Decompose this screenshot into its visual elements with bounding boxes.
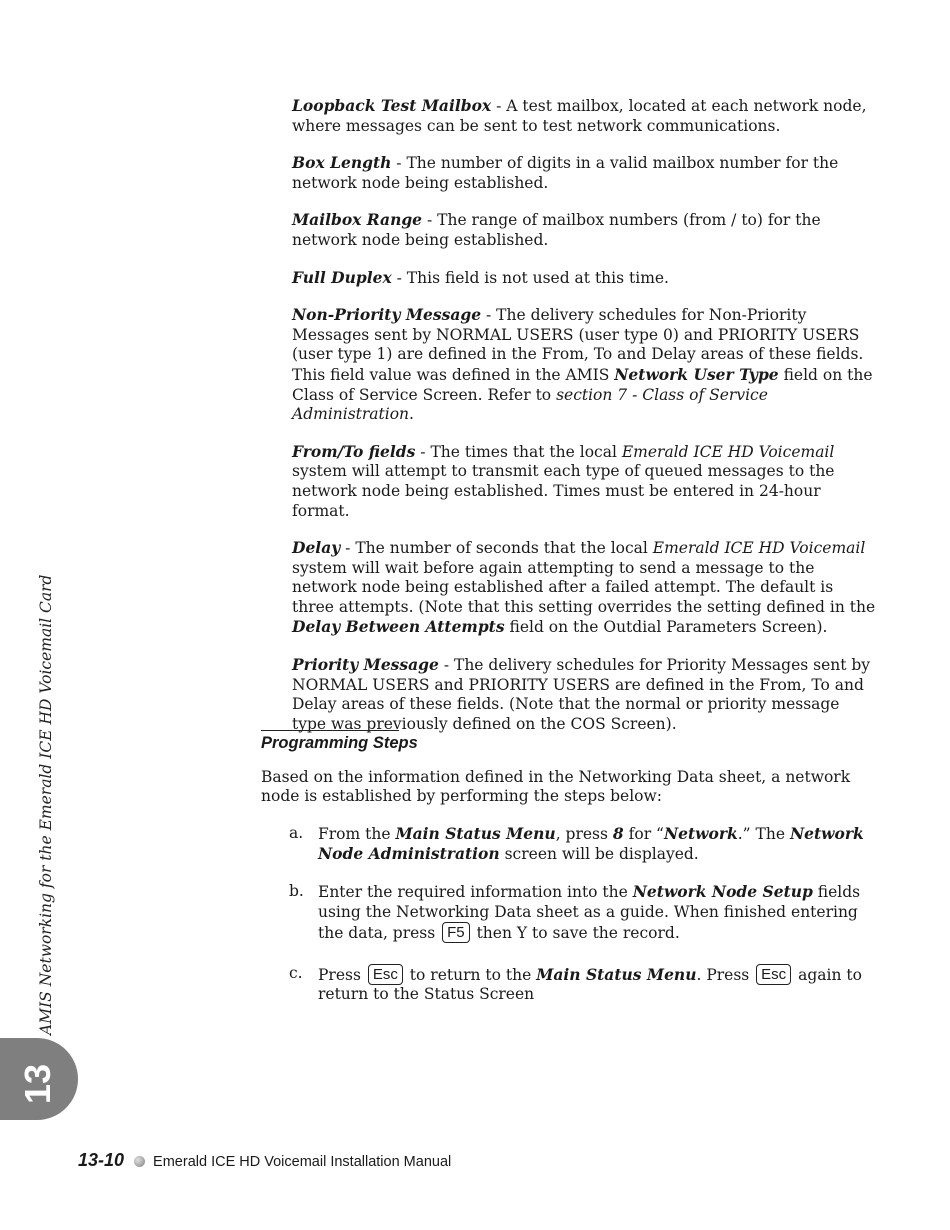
chapter-number: 13 — [17, 1063, 58, 1104]
definition-text: - The number of digits in a valid mailbox number for the network node being established. — [292, 154, 839, 192]
definition-text: - The delivery schedules for Priority Messages sent by NORMAL USERS and PRIORITY USERS are defined in the From, To and Delay areas of these fields. (Note that the normal or priority message type was previously defined on the COS Screen). — [292, 656, 871, 733]
step-text: From the — [318, 824, 396, 843]
manual-title: Emerald ICE HD Voicemail Installation Manual — [153, 1154, 452, 1170]
page-number: 13-10 — [78, 1150, 125, 1170]
definition-text: field on the Outdial Parameters Screen). — [504, 618, 828, 637]
definition-text: - A test mailbox, located at each network node, where messages can be sent to test network communications. — [292, 97, 867, 135]
bullet-icon — [134, 1156, 145, 1167]
product-name: Emerald ICE HD Voicemail — [652, 539, 866, 558]
programming-steps-section — [261, 730, 877, 1022]
step-text: again to return to the Status Screen — [318, 965, 862, 1004]
screen-name: Network Node Setup — [632, 881, 813, 901]
esc-key-icon: Esc — [368, 964, 403, 985]
definition-mailbox-range — [292, 210, 877, 250]
f5-key-icon: F5 — [442, 922, 470, 943]
key-number: 8 — [612, 823, 624, 843]
definition-from-to-fields — [292, 442, 877, 521]
menu-option: Network — [663, 823, 738, 843]
menu-name: Main Status Menu — [395, 823, 556, 843]
step-letter: b. — [289, 881, 304, 900]
definition-term: Delay — [292, 538, 341, 558]
step-text: then Y to save the record. — [471, 924, 680, 943]
field-name-network-user-type: Network User Type — [614, 364, 779, 384]
definition-term: Mailbox Range — [292, 210, 423, 230]
definition-text: - The range of mailbox numbers (from / to) for the network node being established. — [292, 211, 821, 249]
definition-loopback-test-mailbox — [292, 96, 877, 136]
definition-priority-message — [292, 655, 877, 734]
definition-delay — [292, 538, 877, 638]
definition-text: system will attempt to transmit each type of queued messages to the network node being established. Times must be entered in 24-hour format. — [292, 462, 835, 520]
step-a — [261, 824, 877, 865]
step-b — [261, 882, 877, 944]
step-text: screen will be displayed. — [499, 845, 699, 864]
definition-box-length — [292, 153, 877, 193]
definition-non-priority-message — [292, 305, 877, 425]
step-c — [261, 964, 877, 1005]
esc-key-icon: Esc — [756, 964, 791, 985]
definition-text: - The times that the local — [415, 442, 622, 461]
step-text: Enter the required information into the — [318, 882, 633, 901]
step-text: .” The — [737, 824, 790, 843]
definition-term: Loopback Test Mailbox — [292, 96, 492, 115]
definition-text: - This field is not used at this time. — [391, 268, 669, 287]
step-text: for “ — [623, 824, 664, 843]
definition-term: From/To fields — [292, 441, 416, 461]
step-text: fields using the Networking Data sheet as a guide. When finished entering the data, press — [318, 882, 861, 943]
definition-text: field on the Class of Service Screen. Refer to — [292, 365, 873, 404]
definition-term: Full Duplex — [292, 267, 392, 287]
definition-full-duplex — [292, 268, 877, 289]
step-text: Press — [318, 965, 366, 984]
step-text: to return to the — [404, 965, 537, 984]
product-name: Emerald ICE HD Voicemail — [621, 442, 835, 461]
definition-text: system will wait before again attempting to send a message to the network node being established after a failed attempt. The default is three attempts. (Note that this setting overrides the setting defined in the — [292, 558, 876, 616]
chapter-sidebar-title: AMIS Networking for the Emerald ICE HD Voicemail Card — [37, 574, 55, 1035]
page-footer — [78, 1150, 451, 1171]
definition-term: Box Length — [292, 153, 392, 173]
intro-paragraph: Based on the information defined in the Networking Data sheet, a network node is established by performing the steps below: — [261, 767, 851, 806]
heading-rule — [261, 730, 399, 731]
section-reference: section 7 - Class of Service Administration — [292, 385, 768, 424]
step-letter: a. — [289, 823, 304, 842]
definition-text: - The number of seconds that the local — [340, 539, 653, 558]
definitions-list — [292, 96, 877, 751]
step-text: , press — [555, 824, 613, 843]
definition-text: - The delivery schedules for Non-Priority Messages sent by NORMAL USERS (user type 0) and PRIORITY USERS (user type 1) are defined in the From, To and Delay areas of these fields. This field value was defined in the AMIS — [292, 306, 864, 384]
field-name-delay-between-attempts: Delay Between Attempts — [292, 617, 505, 637]
definition-text: . — [409, 405, 414, 424]
step-text: . Press — [696, 965, 755, 984]
definition-term: Priority Message — [292, 655, 439, 675]
screen-name: Network Node Administration — [318, 823, 864, 864]
step-letter: c. — [289, 963, 303, 982]
menu-name: Main Status Menu — [536, 964, 697, 984]
section-heading: Programming Steps — [261, 734, 418, 752]
definition-term: Non-Priority Message — [292, 305, 482, 325]
